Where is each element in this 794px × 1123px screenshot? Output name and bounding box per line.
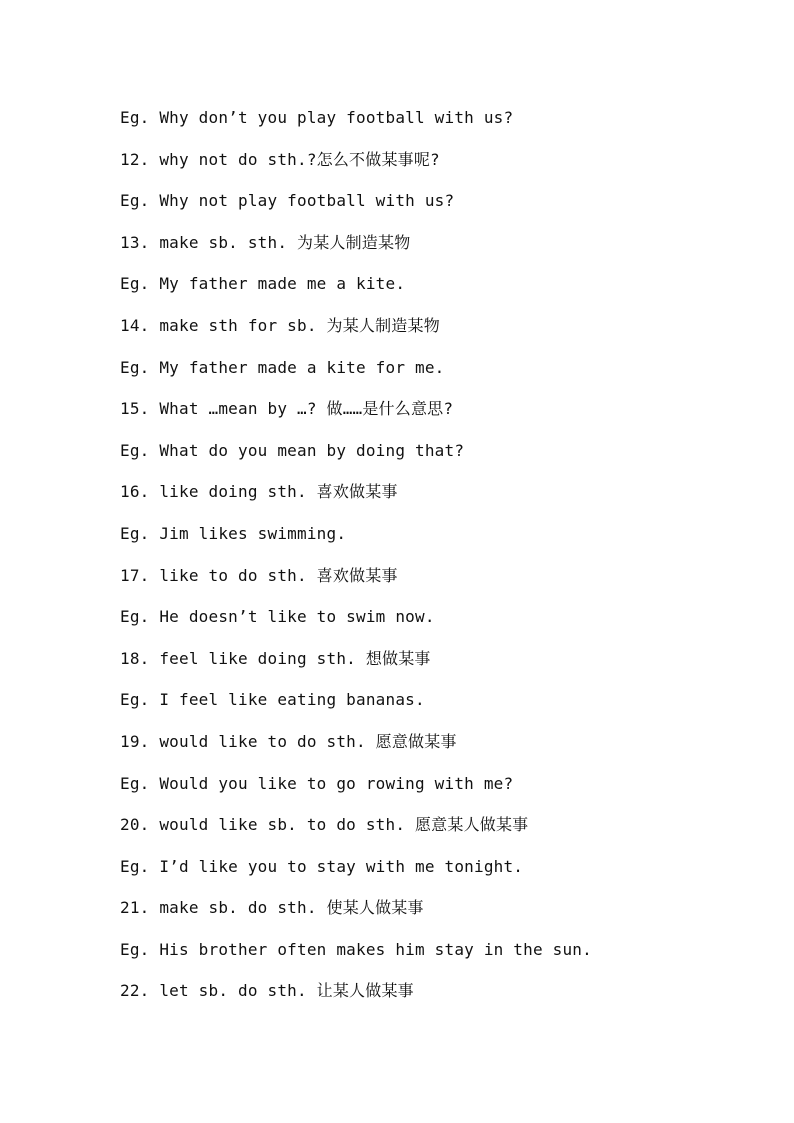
text-line: 15. What …mean by …? 做……是什么意思? [120,399,454,419]
text-line: 16. like doing sth. 喜欢做某事 [120,482,398,502]
text-line: 20. would like sb. to do sth. 愿意某人做某事 [120,815,529,835]
text-line: 22. let sb. do sth. 让某人做某事 [120,981,414,1001]
text-line: Eg. What do you mean by doing that? [120,440,465,460]
text-line: 17. like to do sth. 喜欢做某事 [120,565,398,585]
text-line: Eg. Why not play football with us? [120,191,455,211]
text-body [120,106,760,1021]
text-line: Eg. Would you like to go rowing with me? [120,773,514,793]
text-line: Eg. He doesn’t like to swim now. [120,607,435,627]
text-line: Eg. Why don’t you play football with us? [120,108,514,127]
text-line: 19. would like to do sth. 愿意做某事 [120,731,457,751]
text-line: Eg. His brother often makes him stay in the sun. [120,939,592,959]
text-line: Eg. Jim likes swimming. [120,523,347,543]
text-line: 12. why not do sth.?怎么不做某事呢? [120,149,440,169]
text-line: Eg. My father made me a kite. [120,274,406,294]
text-line: Eg. My father made a kite for me. [120,357,445,377]
text-line: 14. make sth for sb. 为某人制造某物 [120,315,440,335]
text-line: Eg. I’d like you to stay with me tonight. [120,856,524,876]
text-line: 21. make sb. do sth. 使某人做某事 [120,898,424,918]
text-line: 18. feel like doing sth. 想做某事 [120,648,431,668]
text-line: Eg. I feel like eating bananas. [120,690,425,710]
text-line: 13. make sb. sth. 为某人制造某物 [120,232,411,252]
